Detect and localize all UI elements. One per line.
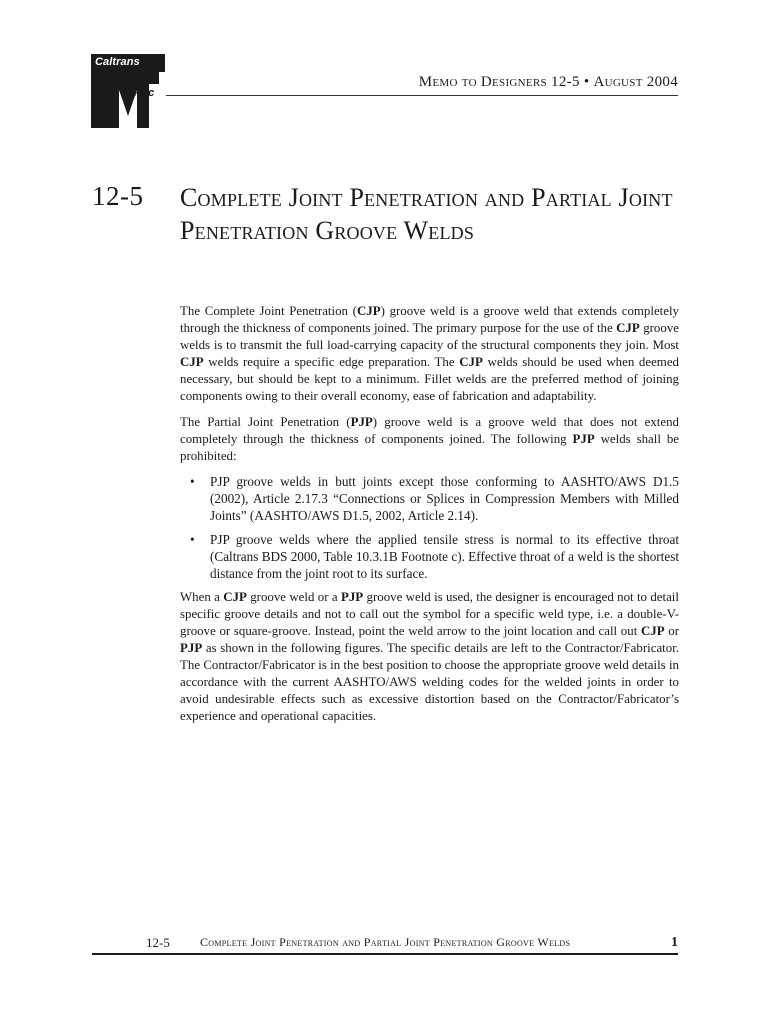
bold-term: CJP — [640, 623, 665, 638]
bold-term: CJP — [616, 321, 640, 336]
bullet-marker: • — [190, 473, 195, 489]
text-run: as shown in the following figures. The specific details are left to the Contractor/Fabricator. The Contractor/Fabricator is in the best position to choose the appropriate groove weld details in accordance with the current AASHTO/AWS welding codes for the welded joints in order to avoid undesirable effects such as excessive distortion based on the Contractor/Fabricator’s experience and operational capacities. — [180, 640, 679, 724]
text-run: or — [664, 623, 679, 638]
running-head-memo: Memo to Designers — [418, 74, 547, 90]
bold-term: CJP — [356, 304, 381, 318]
text-run: The Partial Joint Penetration ( — [180, 414, 351, 429]
paragraph-pjp — [180, 414, 679, 465]
list-item — [180, 531, 679, 583]
bold-term: CJP — [180, 355, 204, 370]
section-title: Complete Joint Penetration and Partial Joint Penetration Groove Welds — [180, 183, 673, 245]
text-run: ) groove weld is a groove weld that extends completely through the thickness of components joined. The primary purpose for the use of the — [180, 304, 679, 336]
paragraph-designer-guidance — [180, 589, 679, 726]
paragraph-cjp — [180, 303, 679, 406]
logo-caltrans-text: Caltrans — [95, 56, 140, 68]
logo-metric-text: etric — [131, 87, 155, 99]
list-item — [180, 473, 679, 525]
header-rule — [166, 95, 678, 96]
text-run: groove weld or a — [246, 589, 341, 604]
text-run: welds should be used when deemed necessary, but should be kept to a minimum. Fillet welds are the preferred method of joining components owing to their overall economy, ease of fabrication and adaptability. — [180, 355, 679, 404]
bold-term: PJP — [180, 640, 203, 655]
prohibited-welds-list — [180, 473, 679, 583]
running-head — [419, 74, 678, 91]
bold-term: PJP — [350, 414, 373, 429]
footer-title: Complete Joint Penetration and Partial Joint Penetration Groove Welds — [200, 935, 571, 949]
running-head-separator: • — [583, 74, 590, 90]
text-run: welds require a specific edge preparation. The — [203, 355, 460, 370]
text-run: welds shall be prohibited: — [180, 431, 679, 463]
text-run: When a — [180, 589, 224, 604]
bold-term: PJP — [340, 589, 364, 604]
footer-section-number: 12-5 — [146, 935, 170, 950]
text-run: groove welds is to transmit the full load-carrying capacity of the structural components they join. Most — [180, 321, 679, 353]
bold-term: PJP — [572, 431, 595, 446]
list-item-text: PJP groove welds in butt joints except those conforming to AASHTO/AWS D1.5 (2002), Article 2.17.3 “Connections or Splices in Compression Members with Milled Joints” (AASHTO/AWS D1.5, 2002, Article 2.14). — [210, 473, 679, 524]
page-number: 1 — [671, 935, 678, 950]
caltrans-metric-logo — [91, 54, 165, 128]
text-run: ) groove weld is a groove weld that does not extend completely through the thickness of components joined. The following — [180, 414, 679, 446]
running-head-date: August 2004 — [593, 74, 678, 90]
text-run: groove weld is used, the designer is encouraged not to detail specific groove details and not to call out the symbol for a specific weld type, i.e. a double-V-groove or square-groove. Instead, point the weld arrow to the joint location and call out — [180, 589, 679, 638]
footer-rule — [92, 953, 678, 955]
bullet-marker: • — [190, 531, 195, 547]
section-number: 12-5 — [92, 181, 144, 211]
list-item-text: PJP groove welds where the applied tensile stress is normal to its effective throat (Caltrans BDS 2000, Table 10.3.1B Footnote c). Effective throat of a weld is the shortest distance from the joint root to its surface. — [210, 531, 679, 582]
body-text — [180, 303, 679, 733]
bold-term: CJP — [223, 589, 247, 604]
bold-term: CJP — [459, 355, 483, 370]
text-run: The Complete Joint Penetration ( — [180, 304, 357, 318]
running-head-number: 12-5 — [551, 74, 580, 90]
